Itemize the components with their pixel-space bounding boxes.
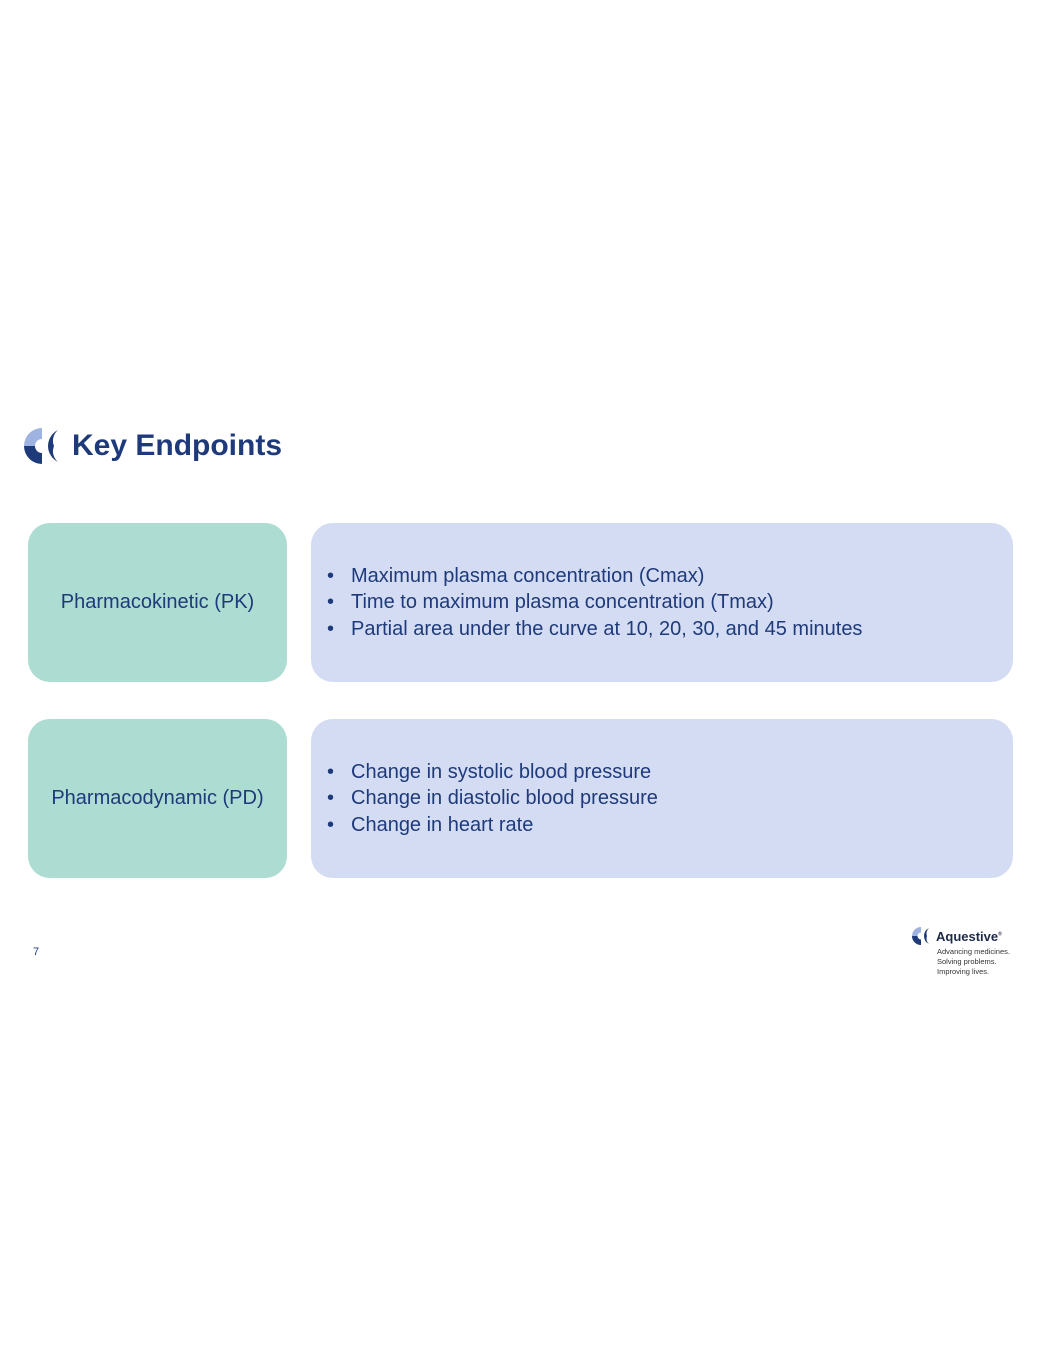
list-item: [327, 563, 862, 590]
bullet-text: Partial area under the curve at 10, 20, 30, and 45 minutes: [351, 617, 863, 640]
brand-header: [910, 925, 1020, 947]
pd-label-box: [28, 719, 287, 878]
pd-label: Pharmacodynamic (PD): [51, 787, 264, 809]
bullet-icon: •: [327, 591, 335, 614]
pd-detail-box: [311, 719, 1013, 878]
trademark-symbol: ®: [998, 931, 1002, 938]
bullet-text: Change in systolic blood pressure: [351, 760, 652, 783]
bullet-text: Time to maximum plasma concentration (Tmax): [351, 591, 774, 614]
bullet-icon: •: [327, 813, 335, 836]
brand-block: [910, 925, 1020, 977]
slide-header: [20, 425, 282, 467]
pk-label: Pharmacokinetic (PK): [60, 591, 255, 613]
bullet-text: Change in diastolic blood pressure: [351, 787, 658, 810]
list-item: [327, 812, 658, 839]
bullet-icon: •: [327, 760, 335, 783]
list-item: [327, 759, 658, 786]
pd-bullet-list: [311, 759, 658, 839]
list-item: [327, 785, 658, 812]
page-number: 7: [33, 946, 40, 958]
aquestive-logo-icon: [20, 425, 64, 467]
pk-label-box: [28, 523, 287, 682]
list-item: [327, 589, 862, 616]
page-title: Key Endpoints: [72, 429, 283, 462]
pk-detail-box: [311, 523, 1013, 682]
list-item: [327, 616, 862, 643]
pk-bullet-list: [311, 563, 862, 643]
tagline-line: Advancing medicines.: [937, 947, 1010, 956]
bullet-icon: •: [327, 564, 335, 587]
aquestive-logo-icon: [910, 925, 932, 947]
brand-name-text: Aquestive: [936, 928, 999, 944]
bullet-icon: •: [327, 787, 335, 810]
brand-tagline: [937, 947, 1020, 977]
brand-name: [936, 929, 1002, 944]
tagline-line: Solving problems.: [937, 957, 997, 966]
bullet-icon: •: [327, 617, 335, 640]
bullet-text: Maximum plasma concentration (Cmax): [351, 564, 705, 587]
tagline-line: Improving lives.: [937, 967, 990, 976]
bullet-text: Change in heart rate: [351, 813, 534, 836]
